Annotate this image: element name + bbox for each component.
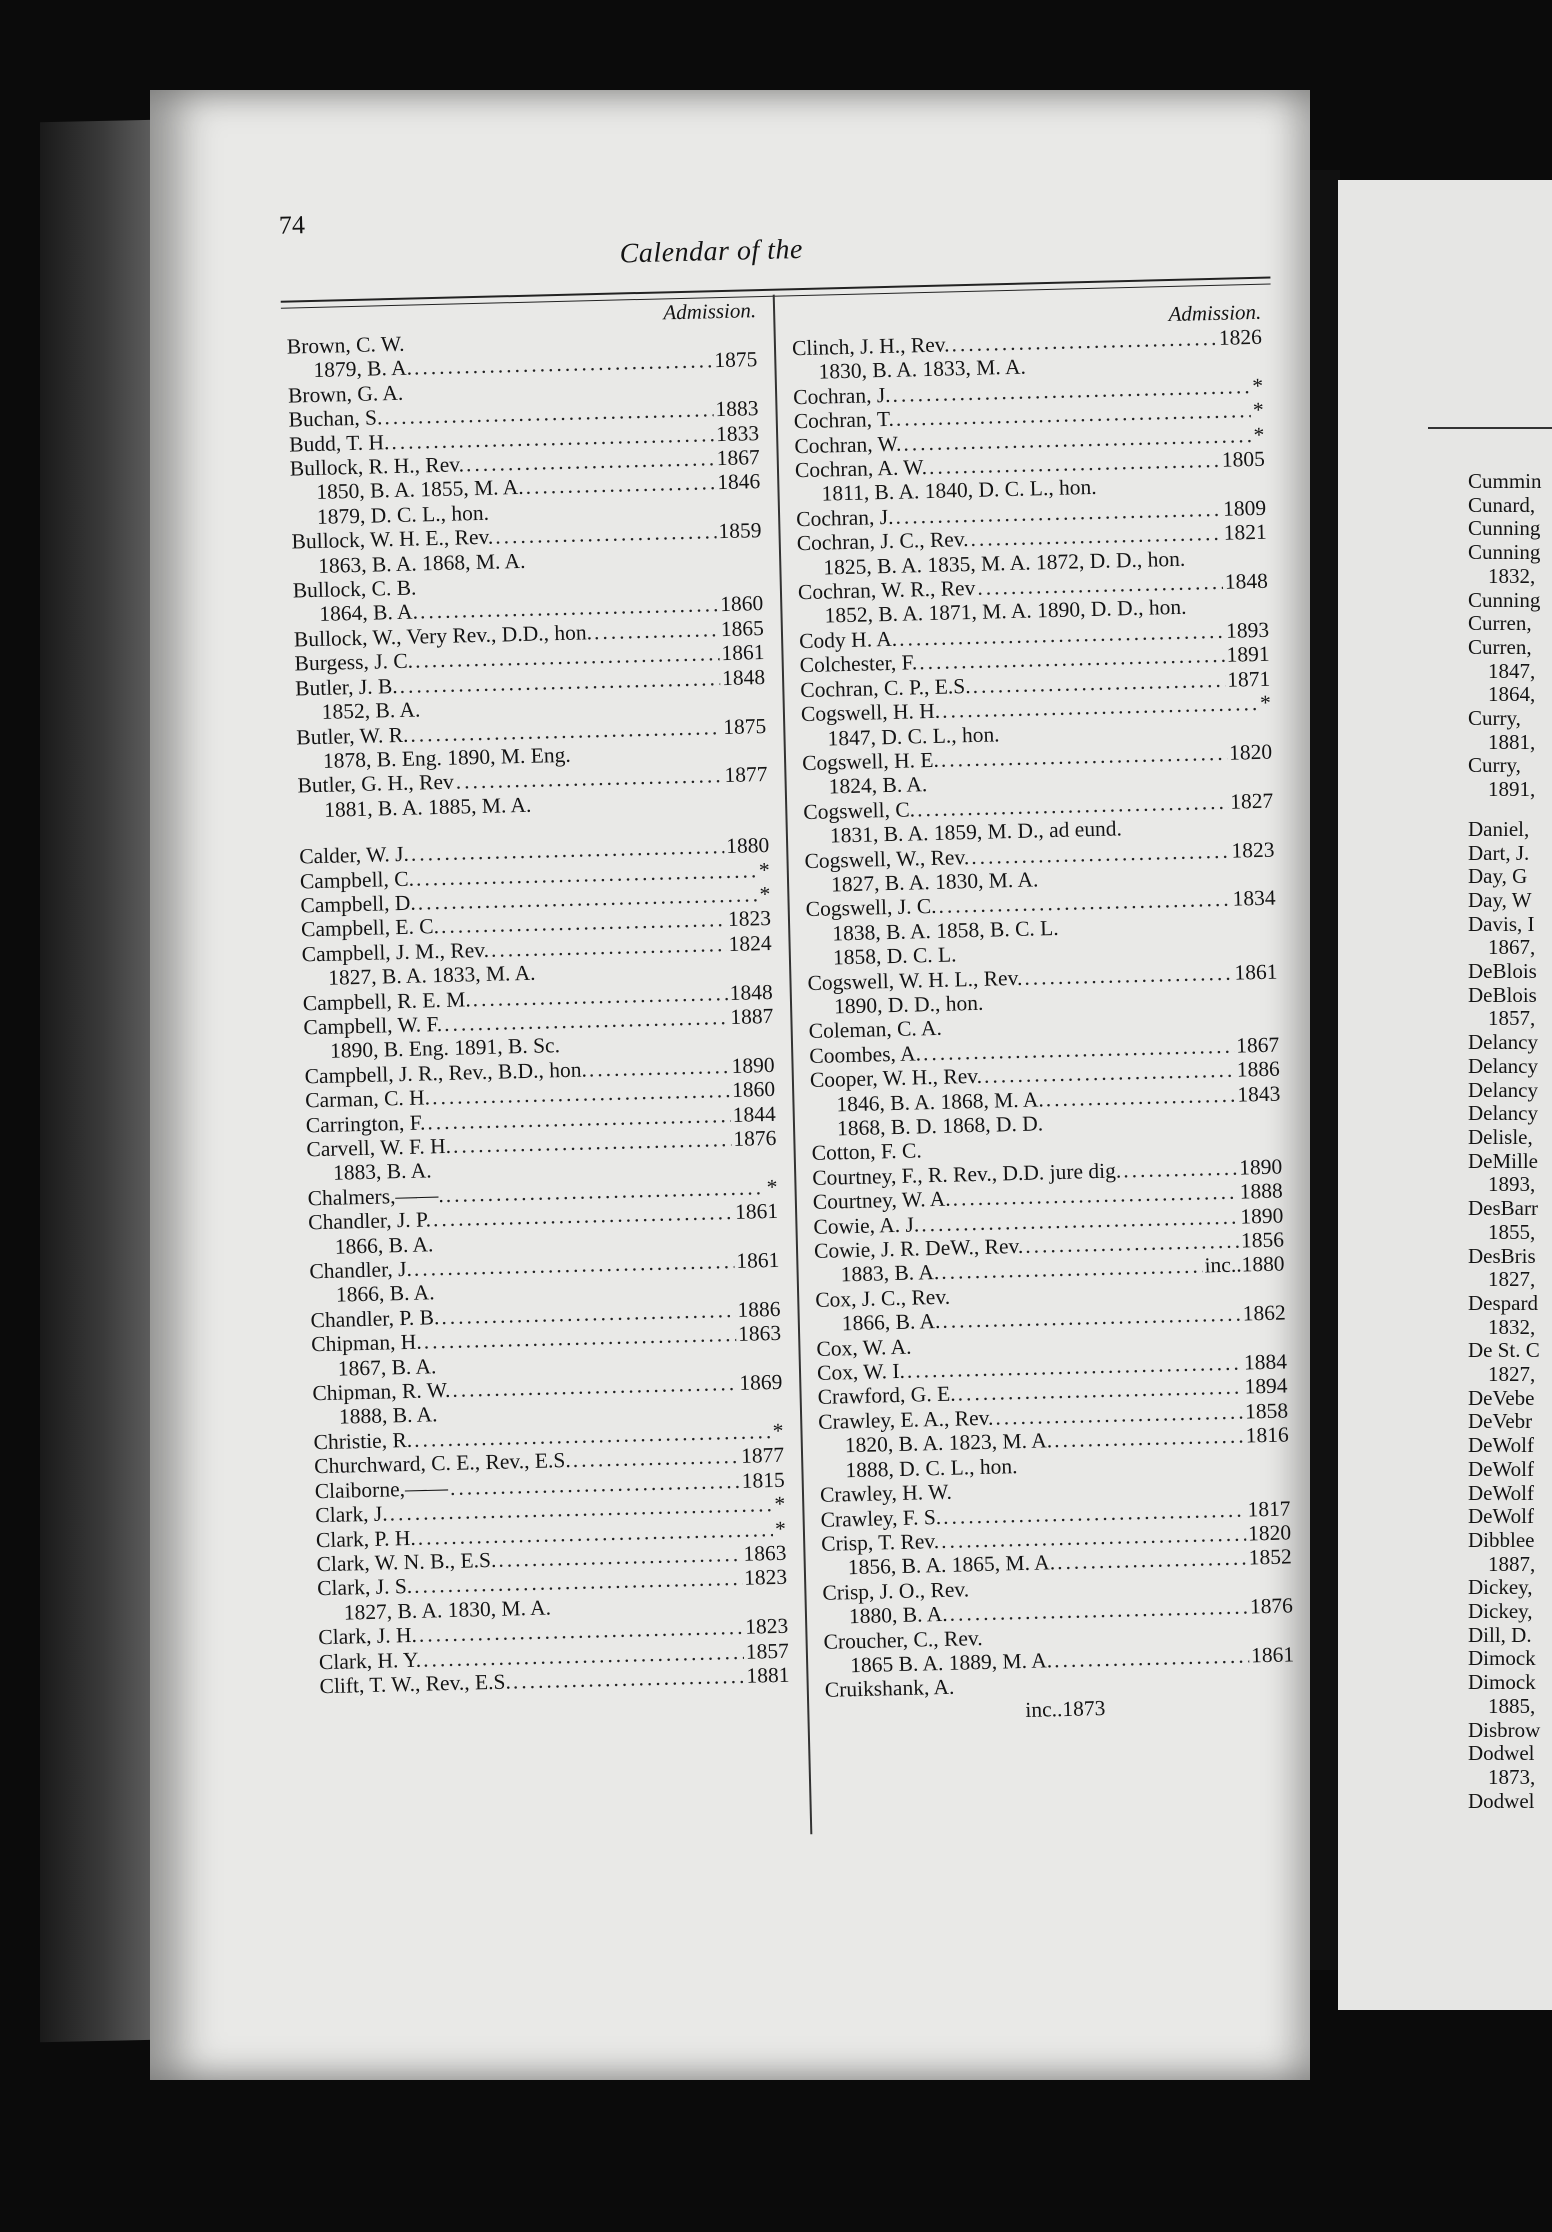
opposite-entry-fragment: 1881,	[1488, 729, 1536, 754]
entry-name: 1888, D. C. L., hon.	[845, 1453, 1018, 1482]
admission-year: 1881	[746, 1662, 790, 1688]
opposite-entry-fragment: DeWolf	[1468, 1433, 1534, 1458]
opposite-entry-fragment: Dickey,	[1468, 1599, 1533, 1624]
admission-year: 1848	[729, 979, 774, 1005]
admission-year: *	[1253, 422, 1265, 447]
entry-name: Cotton, F. C.	[811, 1138, 922, 1166]
entry-name: 1866, B. A.	[334, 1231, 434, 1259]
entry-name: Cogswell, C.	[803, 797, 916, 824]
entry-name: Cox, W. I.	[816, 1358, 906, 1386]
entry-name: 1846, B. A. 1868, M. A.	[836, 1086, 1044, 1116]
opposite-entry-fragment: 1832,	[1488, 1314, 1536, 1339]
admission-year: 1884	[1243, 1349, 1288, 1375]
entry-name: Clark, P. H.	[315, 1525, 417, 1552]
admission-year: 1894	[1244, 1373, 1288, 1399]
entry-name: 1890, B. Eng. 1891, B. Sc.	[329, 1033, 561, 1064]
entry-name: Crawford, G. E.	[817, 1382, 956, 1410]
entry-name: Brown, C. W.	[286, 331, 405, 359]
opposite-entry-fragment: Despard	[1468, 1290, 1538, 1315]
admission-year: 1859	[718, 518, 762, 544]
opposite-entry-fragment: Dimock	[1468, 1670, 1536, 1695]
entry-name: Chandler, J. P.	[307, 1207, 432, 1235]
opposite-entry-fragment: Dibblee	[1468, 1527, 1535, 1552]
entry-name: Cox, W. A.	[816, 1334, 912, 1361]
entry-name: 1850, B. A. 1855, M. A.	[316, 475, 524, 505]
entry-name: Chalmers,——.	[307, 1182, 445, 1211]
opposite-entry-fragment: 1857,	[1488, 1006, 1536, 1031]
opposite-entry-fragment: Dart, J.	[1468, 840, 1530, 865]
entry-name: Clark, W. N. B., E.S.	[316, 1547, 497, 1577]
entry-name: Clift, T. W., Rev., E.S.	[319, 1669, 512, 1699]
entry-name: 1881, B. A. 1885, M. A.	[323, 792, 532, 822]
entry-name: Crawley, H. W.	[819, 1479, 953, 1508]
admission-year: 1890	[731, 1052, 775, 1078]
entry-name: 1863, B. A. 1868, M. A.	[317, 548, 526, 578]
opposite-entry-fragment: 1847,	[1488, 658, 1536, 683]
opposite-entry-fragment: Delancy	[1468, 1101, 1538, 1126]
leader-dots	[1024, 960, 1233, 989]
opposite-entry-fragment: 1893,	[1488, 1172, 1536, 1197]
entry-name: 1867, B. A.	[337, 1353, 437, 1381]
admission-year: 1875	[714, 347, 758, 373]
entry-name: 1852, B. A.	[321, 697, 421, 724]
opposite-entry-fragment: DeMille	[1468, 1148, 1538, 1173]
admission-year: 1827	[1229, 788, 1274, 814]
admission-year: 1805	[1221, 446, 1266, 472]
opposite-entry-fragment: DesBarr	[1468, 1196, 1538, 1221]
entry-name: Cogswell, W. H. L., Rev.	[807, 965, 1023, 995]
admission-year: 1887	[730, 1003, 774, 1029]
entry-name: 1827, B. A. 1830, M. A.	[830, 867, 1039, 897]
opposite-entry-fragment: Cunning	[1468, 587, 1541, 612]
entry-name: Chandler, P. B.	[310, 1305, 440, 1333]
opposite-entry-fragment: Dickey,	[1468, 1575, 1533, 1600]
entry-name: 1831, B. A. 1859, M. D., ad eund.	[829, 816, 1123, 848]
admission-year: 1815	[741, 1467, 785, 1493]
opposite-entry-fragment: Cummin	[1468, 469, 1542, 493]
entry-name: Bullock, W., Very Rev., D.D., hon.	[293, 620, 593, 652]
entry-name: Chipman, H.	[310, 1329, 422, 1357]
entry-name: Bullock, C. B.	[292, 575, 417, 603]
admission-year: *	[772, 1418, 784, 1443]
opposite-entry-fragment: DeBlois	[1468, 959, 1537, 984]
opposite-entry-list	[1468, 470, 1552, 1813]
left-column	[286, 299, 790, 1698]
entry-name: 1827, B. A. 1833, M. A.	[327, 960, 536, 990]
admission-year: 1817	[1247, 1495, 1291, 1521]
admission-year: 1862	[1242, 1300, 1287, 1326]
entry-name: Cogswell, J. C.	[805, 894, 937, 922]
entry-name: 1879, B. A.	[313, 355, 413, 383]
entry-name: Courtney, W. A.	[812, 1186, 951, 1215]
opposite-entry-fragment: Cunning	[1468, 516, 1541, 541]
entry-name: Coombes, A.	[809, 1041, 922, 1068]
admission-year: 1858	[1244, 1398, 1289, 1424]
entry-name: 1852, B. A. 1871, M. A. 1890, D. D., hon.	[824, 595, 1187, 629]
admission-year: 1861	[734, 1199, 779, 1225]
admission-year: 1891	[1226, 641, 1270, 668]
opposite-entry-fragment: Dodwel	[1468, 1741, 1535, 1766]
admission-year: 1861	[736, 1247, 780, 1273]
entry-name: Chandler, J.	[309, 1256, 413, 1284]
leader-dots	[513, 1664, 745, 1694]
entry-name: Burgess, J. C.	[294, 648, 414, 676]
entry-name: 1864, B. A.	[319, 599, 419, 627]
opposite-entry-fragment: Day, G	[1468, 864, 1528, 889]
running-head: Calendar of the	[619, 233, 804, 270]
entry-name: Carrington, F.	[305, 1110, 426, 1137]
opposite-entry-fragment: DeBlois	[1468, 982, 1537, 1007]
leader-dots	[1045, 1082, 1235, 1111]
admission-year: 1860	[731, 1077, 776, 1103]
admission-year: 1865	[720, 615, 765, 641]
right-entry-list	[792, 325, 1296, 1727]
admission-year: 1861	[1250, 1642, 1295, 1668]
entry-name: Buchan, S.	[288, 405, 383, 432]
entry-name: Courtney, F., R. Rev., D.D. jure dig.	[811, 1158, 1122, 1190]
admission-year: *	[1252, 397, 1264, 423]
entry-name: Cochran, W.	[794, 431, 902, 458]
admission-year: 1857	[745, 1638, 790, 1664]
admission-year: 1875	[722, 713, 767, 739]
opposite-entry-fragment: Davis, I	[1468, 911, 1535, 936]
opposite-entry-fragment: Delancy	[1468, 1030, 1538, 1055]
entry-name: 1827, B. A. 1830, M. A.	[343, 1595, 552, 1625]
left-entry-list	[287, 323, 790, 1698]
entry-name: Campbell, J. R., Rev., B.D., hon.	[304, 1057, 588, 1089]
opposite-entry-fragment: 1891,	[1488, 777, 1536, 802]
opposite-entry-fragment: DeWolf	[1468, 1480, 1534, 1505]
admission-year: 1861	[721, 640, 765, 666]
entry-name: 1880, B. A.	[848, 1601, 948, 1629]
opposite-entry-fragment: Cunard,	[1468, 492, 1536, 517]
opposite-entry-fragment: Curren,	[1468, 634, 1532, 659]
opposite-entry-fragment: 1827,	[1488, 1267, 1536, 1292]
entry-name: Cogswell, H. E.	[801, 747, 940, 776]
opposite-entry-fragment: Curry,	[1468, 706, 1521, 731]
admission-year: 1833	[715, 420, 760, 446]
admission-year: 1863	[743, 1540, 787, 1566]
entry-name: Claiborne,——	[314, 1475, 449, 1503]
admission-year: 1848	[721, 664, 766, 690]
leader-dots	[594, 617, 720, 644]
entry-name: 1890, D. D., hon.	[833, 990, 984, 1019]
entry-name: Crawley, E. A., Rev.	[817, 1405, 994, 1434]
entry-name: 1866, B. A.	[841, 1309, 941, 1336]
page-number: 74	[278, 210, 306, 240]
leader-dots	[589, 1054, 730, 1082]
opposite-entry-fragment: 1827,	[1488, 1362, 1536, 1387]
entry-name: Campbell, E. C.	[300, 914, 440, 942]
entry-name: Cochran, A. W.	[794, 455, 928, 483]
opposite-entry-fragment: Delisle,	[1468, 1124, 1533, 1149]
entry-name: 1879, D. C. L., hon.	[316, 500, 490, 529]
entry-name: Cochran, J.	[795, 504, 894, 532]
opposite-entry-fragment: Dimock	[1468, 1646, 1536, 1671]
page-74	[150, 90, 1310, 2080]
entry-name: Crisp, J. O., Rev.	[822, 1577, 970, 1605]
leader-dots	[1057, 1546, 1247, 1575]
leader-dots	[1054, 1643, 1250, 1672]
admission-year: 1888	[1239, 1178, 1284, 1204]
admission-year: 1877	[740, 1443, 785, 1469]
entry-name: 1830, B. A. 1833, M. A.	[818, 354, 1027, 385]
admission-year: 1821	[1223, 519, 1267, 546]
opposite-entry-fragment: 1887,	[1488, 1551, 1536, 1576]
opposite-entry-fragment: DeWolf	[1468, 1456, 1534, 1481]
entry-name: Cody H. A.	[798, 626, 898, 654]
entry-name: 1883, B. A.	[332, 1158, 432, 1186]
entry-name: Churchward, C. E., Rev., E.S.	[313, 1448, 571, 1479]
admission-year: *	[766, 1174, 778, 1199]
entry-name: Campbell, D.	[300, 890, 416, 918]
opposite-entry-fragment: 1885,	[1488, 1693, 1536, 1718]
entry-name: Carvell, W. F. H.	[306, 1133, 452, 1162]
entry-name: Calder, W. J.	[298, 841, 410, 869]
entry-name: 1847, D. C. L., hon.	[827, 721, 1000, 751]
admission-year: *	[1252, 373, 1264, 398]
admission-year: 1861	[1234, 959, 1278, 985]
entry-name: Campbell, W. F.	[303, 1011, 443, 1040]
admission-year: *	[1259, 690, 1272, 716]
admission-year: 1820	[1247, 1520, 1292, 1546]
entry-name: Cochran, T.	[793, 407, 895, 434]
admission-year: 1890	[1240, 1203, 1284, 1229]
entry-name: Croucher, C., Rev.	[823, 1625, 983, 1654]
entry-name: Crawley, F. S.	[820, 1504, 942, 1532]
entry-name: 1888, B. A.	[338, 1402, 438, 1430]
entry-name: Cochran, J. C., Rev.	[796, 527, 969, 556]
entry-name: 1838, B. A. 1858, B. C. L.	[832, 915, 1059, 946]
admission-year: 1823	[727, 906, 772, 932]
entry-name: Clark, H. Y.	[318, 1647, 422, 1674]
entry-name: Cochran, C. P., E.S.	[800, 673, 971, 702]
opposite-entry-fragment: Disbrow	[1468, 1717, 1541, 1742]
admission-year: *	[759, 881, 771, 907]
book-gutter	[1310, 170, 1340, 1970]
entry-name: 1856, B. A. 1865, M. A.	[847, 1550, 1056, 1580]
admission-year: 1856	[1240, 1227, 1285, 1253]
admission-year: 1867	[1235, 1032, 1280, 1058]
admission-year: 1869	[738, 1369, 783, 1395]
admission-year: 1826	[1218, 324, 1263, 350]
admission-year: 1816	[1245, 1422, 1290, 1448]
entry-name: Clinch, J. H., Rev.	[791, 332, 950, 361]
admission-year: 1848	[1224, 568, 1269, 594]
entry-name: Butler, W. R.	[296, 722, 409, 749]
admission-year: 1820	[1228, 739, 1273, 765]
opposite-page	[1338, 180, 1552, 2010]
admission-year: 1876	[733, 1125, 777, 1151]
entry-name: 1868, B. D. 1868, D. D.	[836, 1111, 1044, 1141]
entry-name: 1883, B. A.	[840, 1260, 940, 1287]
entry-name: 1866, B. A.	[335, 1280, 435, 1308]
entry-name: Cochran, J.	[792, 382, 891, 410]
opposite-entry-fragment: DeWolf	[1468, 1504, 1534, 1529]
entry-name: 1811, B. A. 1840, D. C. L., hon.	[821, 475, 1097, 507]
admission-year: 1863	[737, 1321, 782, 1347]
entry-name: Cowie, A. J.	[813, 1212, 920, 1239]
entry-name: 1865 B. A. 1889, M. A.	[849, 1648, 1053, 1678]
entry-name: Cogswell, W., Rev.	[804, 844, 970, 873]
opposite-entry-fragment: 1832,	[1488, 563, 1536, 588]
admission-year: 1809	[1222, 495, 1267, 521]
admission-year: 1886	[737, 1296, 781, 1322]
entry-name: Campbell, J. M., Rev.	[301, 937, 490, 967]
entry-name: Clark, J. H.	[318, 1622, 418, 1650]
admission-year: *	[774, 1491, 786, 1517]
opposite-entry-fragment: Dodwel	[1468, 1788, 1535, 1813]
entry-name: Butler, J. B.	[294, 673, 398, 701]
opposite-entry-fragment: Delancy	[1468, 1077, 1538, 1102]
entry-name: Carman, C. H.	[304, 1085, 431, 1113]
opposite-entry-fragment: DeVebr	[1468, 1409, 1533, 1434]
entry-name: Cox, J. C., Rev.	[814, 1284, 951, 1312]
entry-name: Bullock, R. H., Rev.	[289, 452, 465, 481]
entry-name: 1858, D. C. L.	[832, 942, 957, 970]
admission-year: 1852	[1248, 1544, 1292, 1570]
opposite-header-rule	[1428, 427, 1552, 429]
entry-name: Brown, G. A.	[287, 380, 404, 408]
opposite-entry-fragment: Day, W	[1468, 887, 1532, 912]
page-content	[150, 90, 1310, 2080]
admission-year: 1843	[1237, 1081, 1281, 1107]
entry-name: Crisp, T. Rev.	[820, 1528, 940, 1556]
admission-heading: Admission.	[1168, 299, 1262, 327]
admission-year: 1834	[1232, 885, 1276, 912]
opposite-entry-fragment: Curry,	[1468, 753, 1521, 778]
opposite-entry-fragment: Cunning	[1468, 540, 1541, 565]
admission-year: 1823	[744, 1613, 789, 1639]
opposite-entry-fragment: Dill, D.	[1468, 1622, 1532, 1647]
entry-name: Cooper, W. H., Rev.	[809, 1064, 983, 1093]
opposite-entry-fragment: 1873,	[1488, 1764, 1536, 1789]
entry-name: inc..1873	[1025, 1695, 1106, 1722]
opposite-entry-fragment: 1855,	[1488, 1219, 1536, 1244]
admission-year: inc..1880	[1204, 1251, 1285, 1278]
entry-name: Coleman, C. A.	[808, 1016, 943, 1044]
opposite-entry-fragment: 1867,	[1488, 935, 1536, 960]
entry-name: Colchester, F.	[799, 650, 918, 678]
leader-dots	[525, 471, 715, 500]
entry-name: 1820, B. A. 1823, M. A.	[844, 1428, 1053, 1458]
opposite-entry-fragment: De St. C	[1468, 1338, 1540, 1363]
admission-year: 1890	[1238, 1154, 1283, 1180]
opposite-entry-fragment: Curren,	[1468, 611, 1532, 636]
admission-year: 1883	[715, 396, 759, 422]
admission-year: 1824	[728, 930, 772, 956]
admission-year: 1880	[725, 833, 770, 859]
entry-name: Cowie, J. R. DeW., Rev.	[813, 1233, 1024, 1264]
opposite-entry-fragment: Delancy	[1468, 1053, 1538, 1078]
right-column	[791, 301, 1295, 1727]
entry-name: Campbell, C.	[299, 866, 415, 893]
entry-name: Clark, J.	[315, 1501, 388, 1528]
entry-name: Chipman, R. W.	[312, 1377, 451, 1406]
admission-year: 1886	[1236, 1056, 1281, 1082]
admission-year: 1823	[743, 1565, 788, 1591]
admission-year: 1860	[719, 591, 764, 617]
entry-name: Cochran, W. R., Rev	[797, 575, 976, 605]
admission-year: 1867	[716, 445, 760, 471]
opposite-entry-fragment: DesBris	[1468, 1243, 1536, 1268]
entry-name: Butler, G. H., Rev	[297, 769, 455, 798]
admission-year: *	[758, 857, 771, 882]
admission-year: *	[774, 1516, 787, 1541]
opposite-entry-fragment: DeVebe	[1468, 1385, 1535, 1410]
admission-year: 1877	[724, 762, 768, 788]
admission-year: 1876	[1249, 1593, 1294, 1619]
admission-year: 1893	[1225, 617, 1270, 643]
entry-name: 1825, B. A. 1835, M. A. 1872, D. D., hon.	[823, 546, 1186, 580]
admission-heading: Admission.	[663, 298, 757, 325]
entry-name: Cruikshank, A.	[824, 1675, 955, 1703]
entry-name: Budd, T. H.	[288, 429, 390, 457]
entry-name: Christie, R.	[313, 1427, 413, 1455]
entry-name: Campbell, R. E. M.	[302, 986, 471, 1015]
opposite-entry-fragment: 1864,	[1488, 682, 1536, 707]
entry-name: 1824, B. A.	[828, 772, 928, 799]
admission-year: 1871	[1226, 666, 1271, 692]
entry-name: Bullock, W. H. E., Rev.	[291, 524, 494, 554]
leader-dots	[1054, 1424, 1244, 1453]
entry-name: Cogswell, H. H.	[800, 698, 941, 727]
opposite-entry-fragment: Daniel,	[1468, 816, 1530, 841]
leader-dots	[1123, 1155, 1238, 1182]
admission-year: 1846	[716, 469, 761, 495]
entry-name: Clark, J. S.	[316, 1574, 413, 1601]
admission-year: 1823	[1231, 837, 1275, 863]
entry-name: 1878, B. Eng. 1890, M. Eng.	[322, 742, 572, 773]
admission-year: 1844	[732, 1101, 777, 1127]
